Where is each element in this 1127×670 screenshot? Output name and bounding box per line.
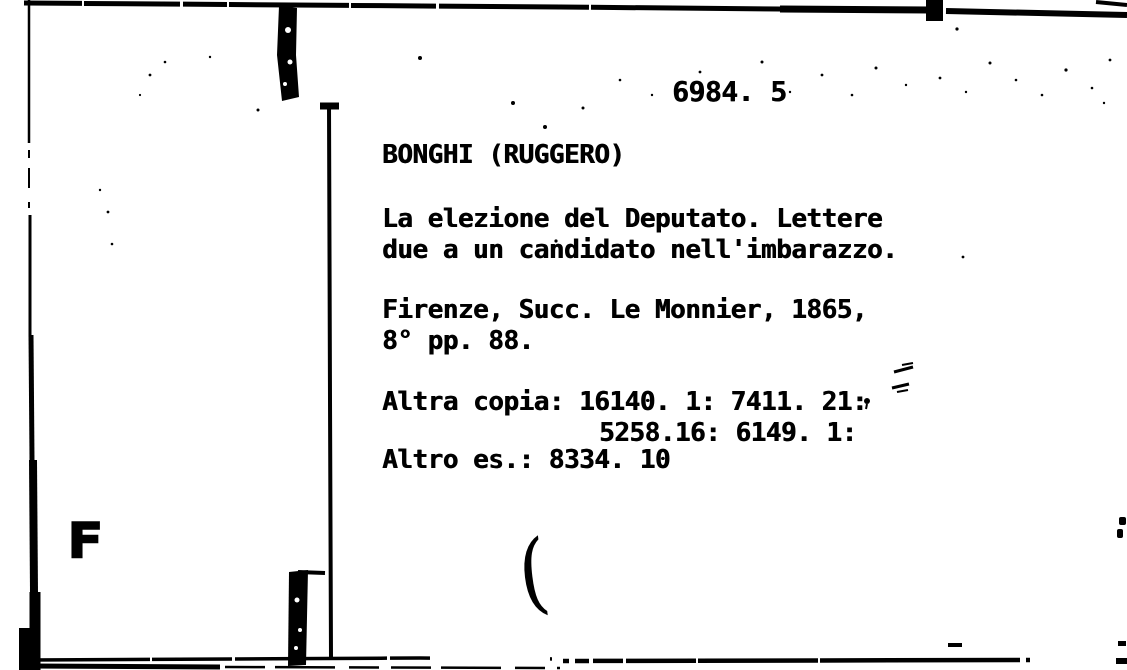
binding-strip-texture: [295, 598, 300, 603]
title-line-2: due a un candidato nell'imbarazzo.: [382, 235, 898, 265]
binding-strip-texture: [283, 82, 287, 86]
holdings-line-2: 5258.16: 6149. 1:: [599, 418, 857, 448]
holdings-line-1: Altra copia: 16140. 1: 7411. 21:: [382, 387, 867, 417]
bottom-edge-line: [30, 666, 220, 667]
handwritten-paren-mark: (: [512, 519, 554, 626]
bottom-edge-dashes: [225, 667, 560, 668]
top-border-right-segment: [946, 11, 1127, 15]
binding-strip-texture: [288, 60, 293, 65]
bottom-stray-dash: [948, 643, 962, 647]
top-border-blob: [926, 0, 943, 21]
left-border-lower: [31, 335, 32, 460]
edge-partial-glyph: [1119, 517, 1126, 525]
binding-strip-texture: [294, 646, 298, 650]
binding-strip-hook: [298, 572, 325, 573]
binding-strip-texture: [298, 628, 302, 632]
author-heading: BONGHI (RUGGERO): [382, 140, 625, 170]
edge-partial-glyph: [1117, 529, 1123, 538]
top-border-corner-tick: [1096, 2, 1127, 5]
bottom-right-edge-mark: [1116, 658, 1127, 664]
bottom-right-edge-mark: [1118, 641, 1126, 646]
handwritten-tick-marks: [864, 363, 913, 409]
binding-strip-bottom: [288, 570, 308, 666]
holdings-line-3: Altro es.: 8334. 10: [382, 445, 670, 475]
fold-rule-line: [329, 104, 331, 658]
shelf-letter-stamp: F: [68, 513, 102, 569]
binding-strip-top: [277, 6, 299, 101]
left-border-heavy: [33, 460, 34, 592]
title-line-1: La elezione del Deputato. Lettere: [382, 204, 883, 234]
bottom-border-right: [563, 660, 1030, 661]
imprint-line-2: 8° pp. 88.: [382, 326, 534, 356]
binding-strip-texture: [285, 27, 291, 33]
call-number: 6984. 5: [672, 75, 787, 108]
imprint-line-1: Firenze, Succ. Le Monnier, 1865,: [382, 295, 867, 325]
top-border-thick-segment: [780, 9, 930, 10]
